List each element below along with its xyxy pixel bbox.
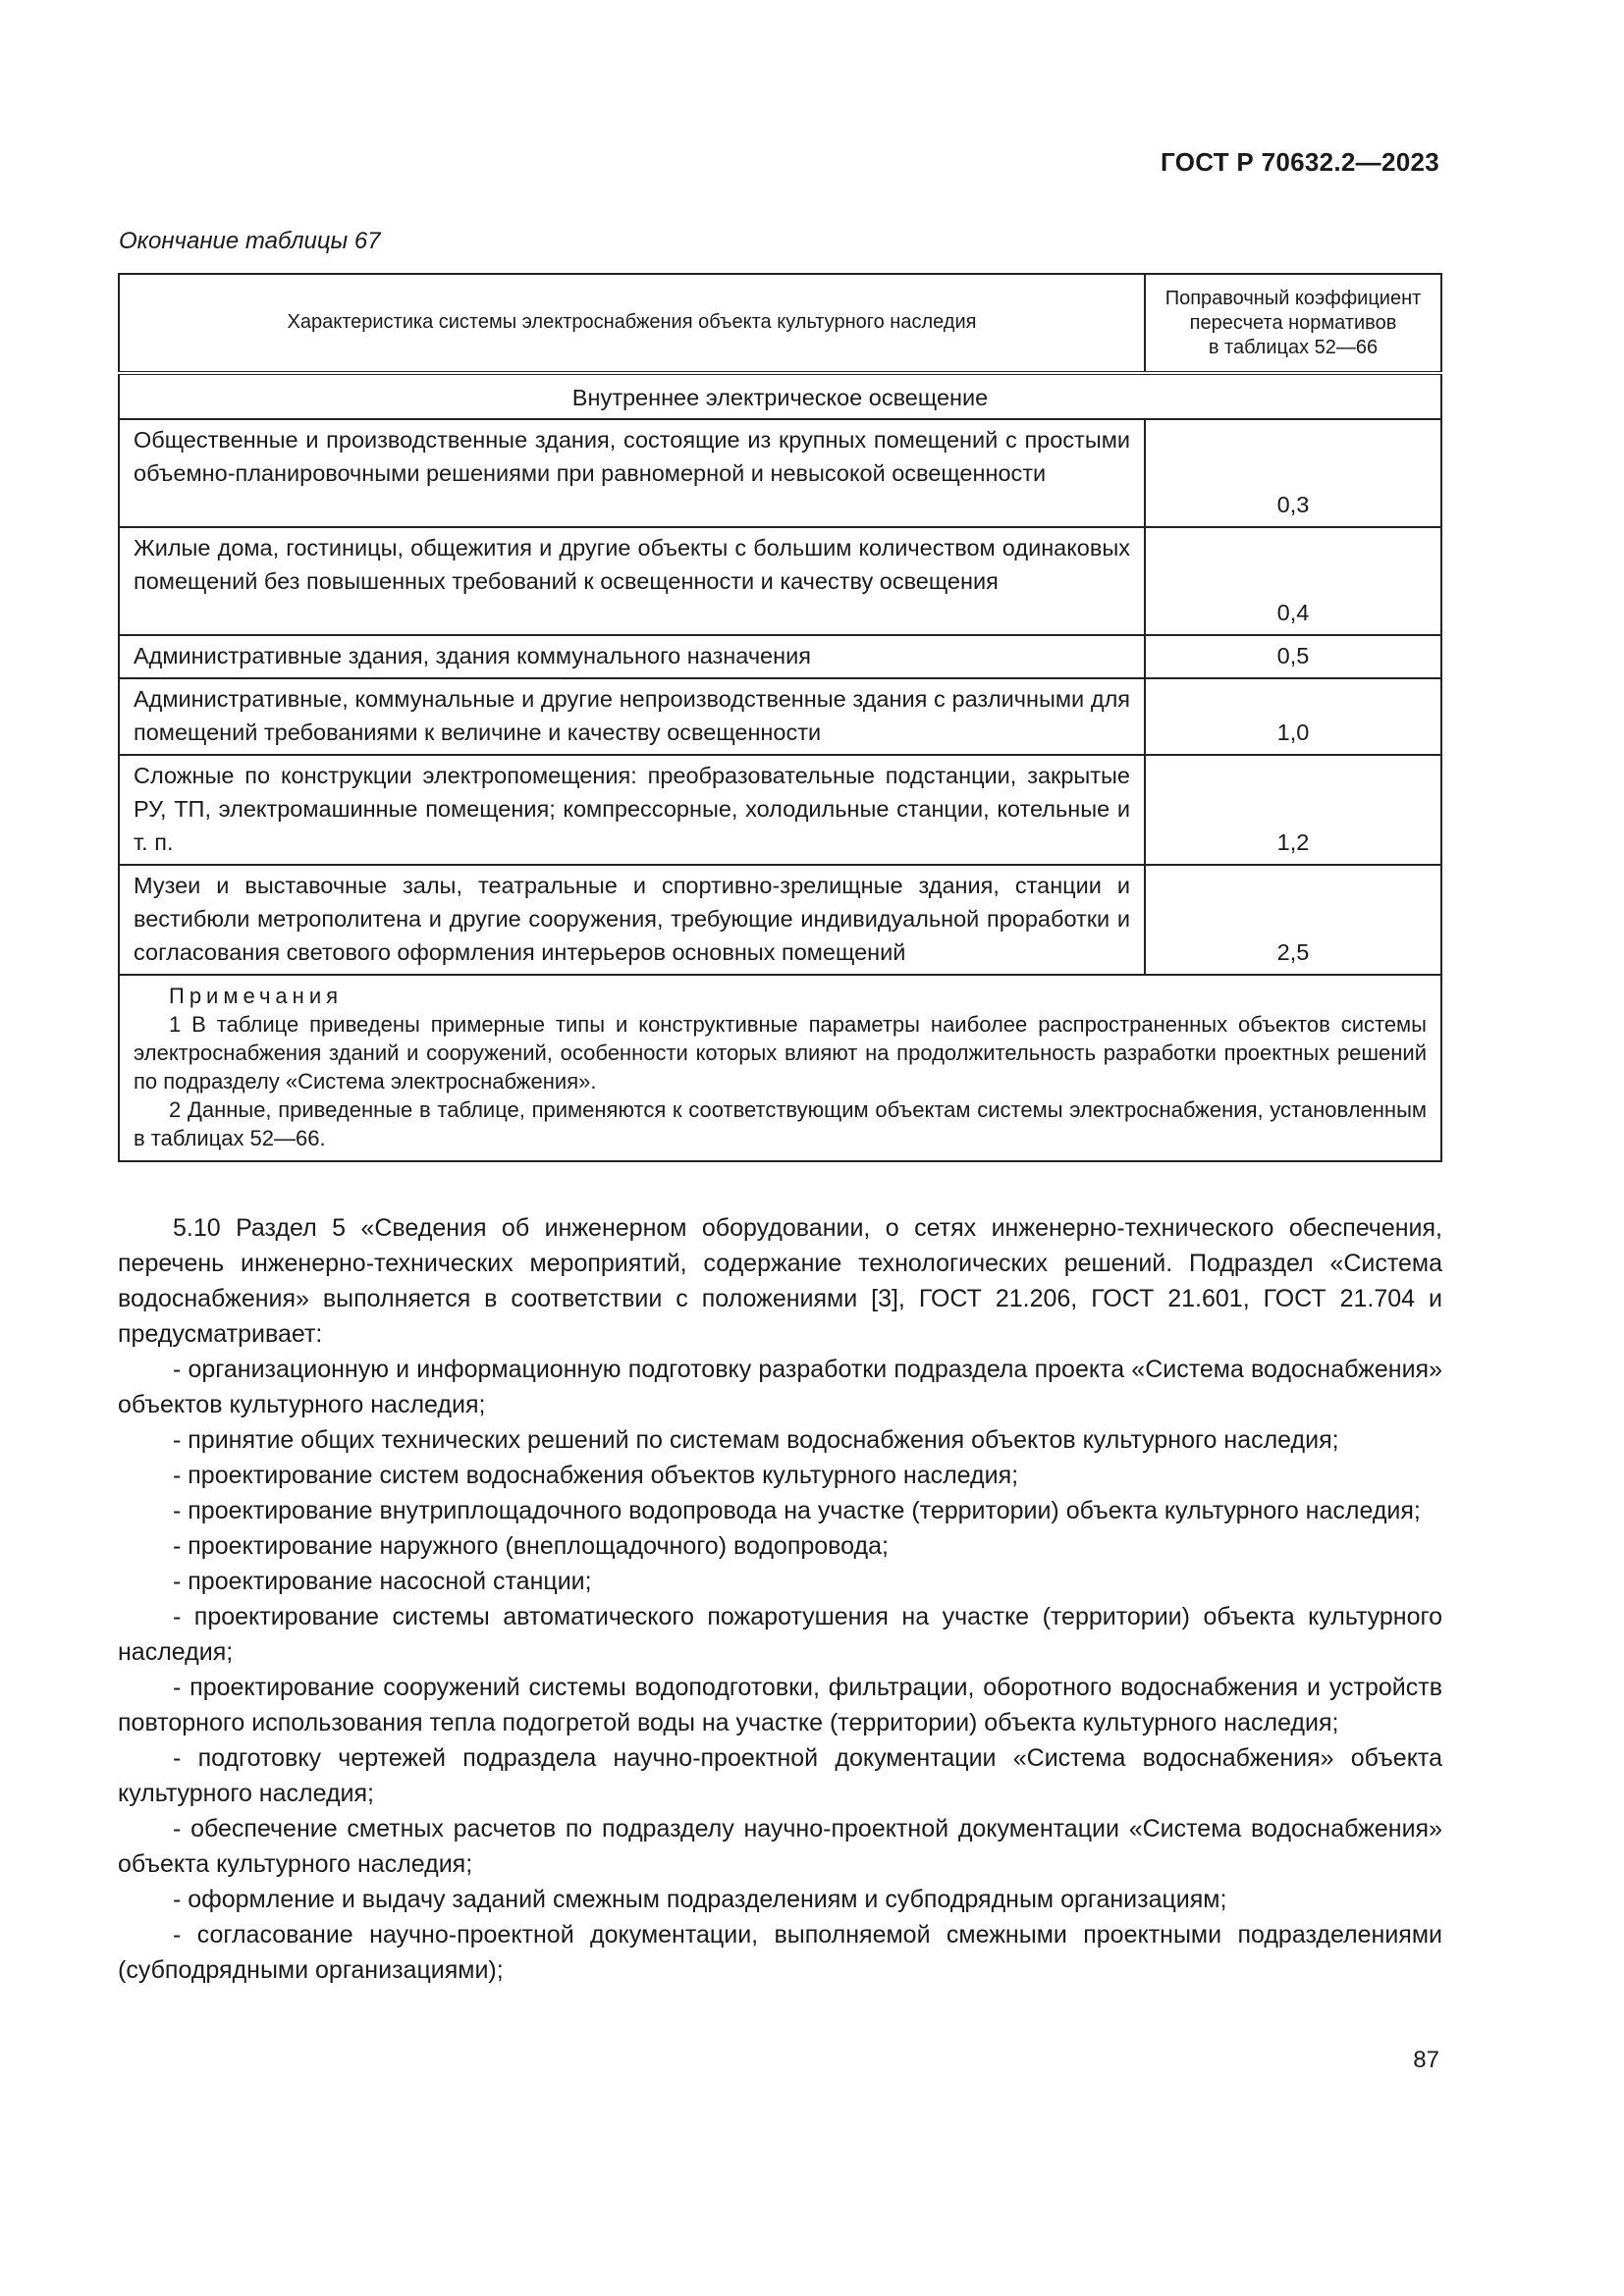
row-description: Музеи и выставочные залы, театральные и спортивно-зрелищные здания, станции и вестибюли метрополитена и другие сооружения, требующие индивидуальной проработки и согласования светового оформления интерьеров основных помещений (119, 865, 1145, 975)
row-description: Административные, коммунальные и другие непроизводственные здания с различными для помещений требованиями к величине и качеству освещенности (119, 678, 1145, 755)
notes-row (119, 975, 1441, 1161)
notes-cell (119, 975, 1441, 1161)
table-header-row (119, 274, 1441, 373)
section-title: Внутреннее электрическое освещение (119, 373, 1441, 419)
note-item: 1 В таблице приведены примерные типы и конструктивные параметры наиболее распространенных объектов системы электроснабжения зданий и сооружений, особенности которых влияют на продолжительность разработки проектных решений по подразделу «Система электроснабжения». (134, 1012, 1427, 1094)
note-item: 2 Данные, приведенные в таблице, применяются к соответствующим объектам системы электроснабжения, установленным в таблицах 52—66. (134, 1097, 1427, 1150)
header-line: Поправочный коэффициент (1164, 287, 1422, 309)
list-item: - согласование научно-проектной документации, выполняемой смежными проектными подразделениями (субподрядными организациями); (118, 1921, 1442, 1984)
notes-title: Примечания (169, 984, 344, 1008)
row-value: 0,4 (1145, 527, 1441, 635)
row-value: 2,5 (1145, 865, 1441, 975)
table-row (119, 865, 1441, 975)
header-line: пересчета нормативов (1189, 311, 1397, 334)
table-row (119, 419, 1441, 527)
column-header-coefficient (1145, 274, 1441, 373)
list-item: - проектирование систем водоснабжения объектов культурного наследия; (173, 1462, 1019, 1489)
row-value: 1,0 (1145, 678, 1441, 755)
list-item: - проектирование внутриплощадочного водопровода на участке (территории) объекта культурного наследия; (173, 1497, 1421, 1524)
row-value: 0,3 (1145, 419, 1441, 527)
table-row (119, 635, 1441, 678)
row-description: Жилые дома, гостиницы, общежития и другие объекты с большим количеством одинаковых помещений без повышенных требований к освещенности и качеству освещения (119, 527, 1145, 635)
table-row (119, 678, 1441, 755)
coefficient-table (118, 273, 1442, 1162)
document-code: ГОСТ Р 70632.2—2023 (1161, 147, 1439, 177)
table-caption: Окончание таблицы 67 (119, 228, 381, 254)
table-row (119, 527, 1441, 635)
list-item: - проектирование системы автоматического пожаротушения на участке (территории) объекта культурного наследия; (118, 1603, 1442, 1666)
table-section-row (119, 373, 1441, 419)
row-value: 0,5 (1145, 635, 1441, 678)
header-line: в таблицах 52—66 (1208, 336, 1379, 358)
row-description: Сложные по конструкции электропомещения: преобразовательные подстанции, закрытые РУ, ТП, электромашинные помещения; компрессорные, холодильные станции, котельные и т. п. (119, 755, 1145, 865)
table-row (119, 755, 1441, 865)
list-item: - проектирование наружного (внеплощадочного) водопровода; (173, 1532, 889, 1560)
list-item: - принятие общих технических решений по системам водоснабжения объектов культурного наследия; (173, 1426, 1339, 1454)
list-item: - оформление и выдачу заданий смежным подразделениям и субподрядным организациям; (173, 1886, 1227, 1913)
list-item: - организационную и информационную подготовку разработки подраздела проекта «Система водоснабжения» объектов культурного наследия; (118, 1356, 1442, 1418)
list-item: - проектирование насосной станции; (173, 1568, 592, 1595)
paragraph: 5.10 Раздел 5 «Сведения об инженерном оборудовании, о сетях инженерно-технического обеспечения, перечень инженерно-технических мероприятий, содержание технологических решений. Подраздел «Система водоснабжения» выполняется в соответствии с положениями [3], ГОСТ 21.206, ГОСТ 21.601, ГОСТ 21.704 и предусматривает: (118, 1214, 1442, 1348)
column-header-characteristic: Характеристика системы электроснабжения объекта культурного наследия (119, 274, 1145, 373)
body-text (118, 1210, 1442, 1988)
row-value: 1,2 (1145, 755, 1441, 865)
page-number: 87 (1413, 2047, 1439, 2073)
list-item: - обеспечение сметных расчетов по подразделу научно-проектной документации «Система водоснабжения» объекта культурного наследия; (118, 1815, 1442, 1878)
row-description: Административные здания, здания коммунального назначения (119, 635, 1145, 678)
row-description: Общественные и производственные здания, состоящие из крупных помещений с простыми объемно-планировочными решениями при равномерной и невысокой освещенности (119, 419, 1145, 527)
list-item: - проектирование сооружений системы водоподготовки, фильтрации, оборотного водоснабжения и устройств повторного использования тепла подогретой воды на участке (территории) объекта культурного наследия; (118, 1674, 1442, 1736)
list-item: - подготовку чертежей подраздела научно-проектной документации «Система водоснабжения» объекта культурного наследия; (118, 1744, 1442, 1807)
